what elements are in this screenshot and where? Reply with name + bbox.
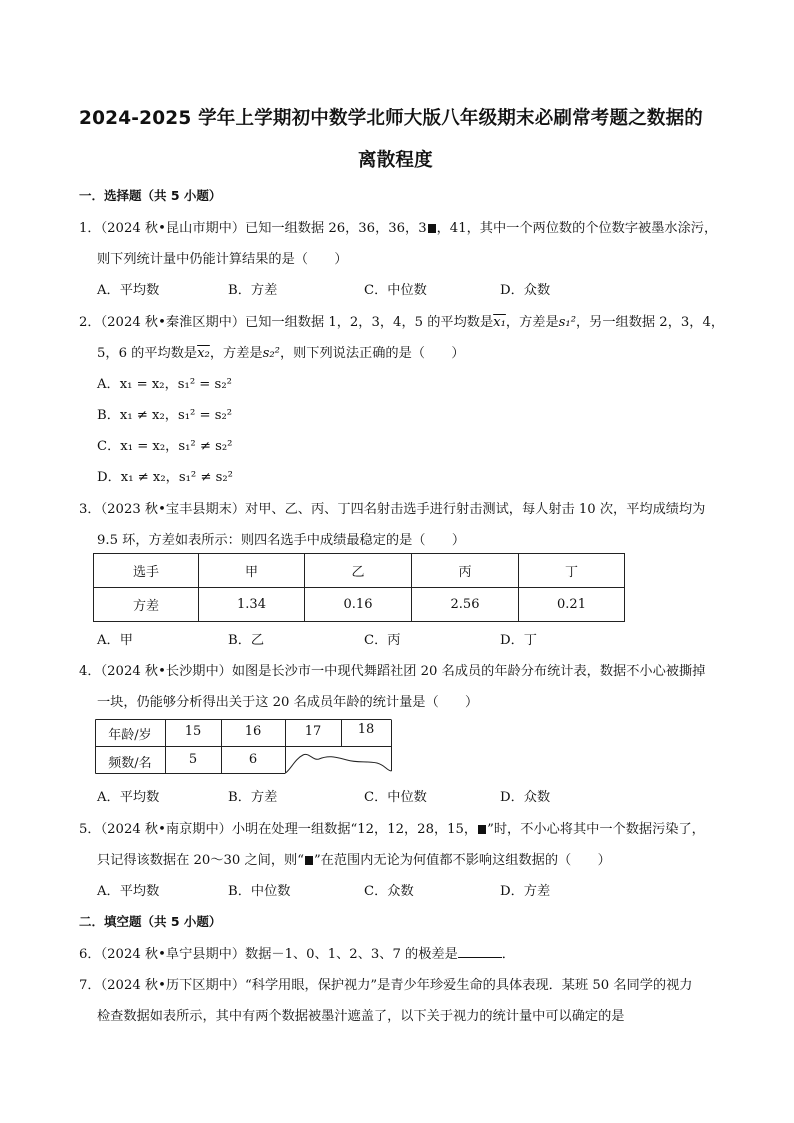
table-cell: 17 — [304, 724, 322, 739]
question-3-line2: 9.5 环，方差如表所示：则四名选手中成绩最稳定的是（ ） — [97, 533, 466, 548]
q3-option-d[interactable]: D．丁 — [500, 633, 537, 648]
q2-s2: s₂² — [262, 346, 280, 361]
q2-option-d[interactable]: D．x₁ ≠ x₂，s₁² ≠ s₂² — [97, 470, 233, 485]
q5-option-d[interactable]: D．方差 — [500, 884, 551, 899]
q5-text-b: ”时，不小心将其中一个数据污染了， — [487, 822, 705, 837]
table-cell: 15 — [184, 724, 202, 739]
question-4-line1: 4．（2024 秋•长沙期中）如图是长沙市一中现代舞蹈社团 20 名成员的年龄分布统计表，数据不小心被撕掉 — [79, 664, 706, 679]
table-cell: 丙 — [412, 554, 519, 588]
q1-option-b[interactable]: B．方差 — [228, 283, 278, 298]
table-cell: 年龄/岁 — [108, 728, 152, 743]
question-7-line1: 7．（2024 秋•历下区期中）“科学用眼，保护视力”是青少年珍爱生命的具体表现．某班 50 名同学的视力 — [79, 978, 693, 993]
table-cell: 18 — [357, 722, 375, 737]
table-cell: 1.34 — [199, 588, 305, 622]
q1-text-b: ，41，其中一个两位数的个位数字被墨水涂污， — [436, 221, 718, 236]
q4-option-c[interactable]: C．中位数 — [364, 790, 427, 805]
table-cell: 2.56 — [412, 588, 519, 622]
table-cell: 0.21 — [519, 588, 625, 622]
q2-text-f: ，则下列说法正确的是（ ） — [279, 346, 465, 361]
q2-text-b: ，方差是 — [505, 315, 559, 330]
q1-text-a: 1．（2024 秋•昆山市期中）已知一组数据 26，36，36，3 — [79, 221, 427, 236]
q2-x2: x₂ — [197, 346, 210, 361]
q2-option-c[interactable]: C．x₁ = x₂，s₁² ≠ s₂² — [97, 439, 233, 454]
q6-end: ． — [501, 947, 515, 962]
ink-blot-icon — [305, 856, 313, 865]
question-3-line1: 3．（2023 秋•宝丰县期末）对甲、乙、丙、丁四名射击选手进行射击测试，每人射击 10 次，平均成绩均为 — [79, 502, 706, 517]
q1-option-d[interactable]: D．众数 — [500, 283, 551, 298]
q5-text-a: 5．（2024 秋•南京期中）小明在处理一组数据“12，12，28，15， — [79, 822, 478, 837]
question-5-line1 — [79, 818, 705, 837]
q1-option-c[interactable]: C．中位数 — [364, 283, 427, 298]
q3-option-a[interactable]: A．甲 — [97, 633, 133, 648]
q4-option-d[interactable]: D．众数 — [500, 790, 551, 805]
q2-text-a: 2．（2024 秋•秦淮区期中）已知一组数据 1，2，3，4，5 的平均数是 — [79, 315, 494, 330]
q2-text-e: ，方差是 — [209, 346, 263, 361]
document-title-line2: 离散程度 — [358, 150, 433, 171]
q4-option-b[interactable]: B．方差 — [228, 790, 278, 805]
table-cell: 5 — [188, 752, 198, 767]
table-cell: 0.16 — [305, 588, 412, 622]
q5-text-c: 只记得该数据在 20～30 之间，则“ — [97, 853, 304, 868]
q5-text-d: ”在范围内无论为何值都不影响这组数据的（ ） — [313, 853, 611, 868]
q6-text: 6．（2024 秋•阜宁县期中）数据－1、0、1、2、3、7 的极差是 — [79, 947, 458, 962]
table-cell: 16 — [244, 724, 262, 739]
q2-x1: x₁ — [493, 315, 506, 330]
table-cell: 选手 — [94, 554, 199, 588]
table-cell: 丁 — [519, 554, 625, 588]
section-heading-choice: 一．选择题（共 5 小题） — [79, 188, 222, 203]
table-cell: 6 — [248, 752, 258, 767]
q4-age-table — [95, 719, 395, 775]
document-title-line1: 2024-2025 学年上学期初中数学北师大版八年级期末必刷常考题之数据的 — [79, 108, 703, 129]
table-cell: 甲 — [199, 554, 305, 588]
question-2-line1 — [79, 311, 724, 330]
q3-variance-table — [93, 553, 625, 622]
table-row — [94, 588, 625, 622]
q2-option-b[interactable]: B．x₁ ≠ x₂，s₁² = s₂² — [97, 408, 233, 423]
q5-option-c[interactable]: C．众数 — [364, 884, 414, 899]
section-heading-fill-in: 二．填空题（共 5 小题） — [79, 914, 222, 929]
q3-option-b[interactable]: B．乙 — [228, 633, 265, 648]
q5-option-a[interactable]: A．平均数 — [97, 884, 160, 899]
table-cell: 频数/名 — [108, 756, 152, 771]
question-7-line2: 检查数据如表所示，其中有两个数据被墨汁遮盖了，以下关于视力的统计量中可以确定的是 — [97, 1009, 625, 1024]
question-1-line1 — [79, 217, 717, 236]
q2-text-d: 5，6 的平均数是 — [97, 346, 198, 361]
q4-option-a[interactable]: A．平均数 — [97, 790, 160, 805]
question-5-line2 — [97, 849, 611, 868]
q5-option-b[interactable]: B．中位数 — [228, 884, 291, 899]
q2-option-a[interactable]: A．x₁ = x₂，s₁² = s₂² — [97, 377, 232, 392]
table-row — [94, 554, 625, 588]
ink-blot-icon — [478, 825, 486, 834]
question-4-line2: 一块，仍能够分析得出关于这 20 名成员年龄的统计量是（ ） — [97, 695, 479, 710]
q1-option-a[interactable]: A．平均数 — [97, 283, 160, 298]
q2-text-c: ，另一组数据 2，3，4， — [575, 315, 725, 330]
q2-s1: s₁² — [558, 315, 576, 330]
table-cell: 方差 — [94, 588, 199, 622]
table-cell: 乙 — [305, 554, 412, 588]
answer-blank[interactable] — [458, 945, 502, 958]
ink-blot-icon — [428, 224, 436, 233]
question-2-line2 — [97, 342, 465, 361]
q3-option-c[interactable]: C．丙 — [364, 633, 401, 648]
question-1-line2: 则下列统计量中仍能计算结果的是（ ） — [97, 252, 348, 267]
question-6 — [79, 943, 515, 962]
